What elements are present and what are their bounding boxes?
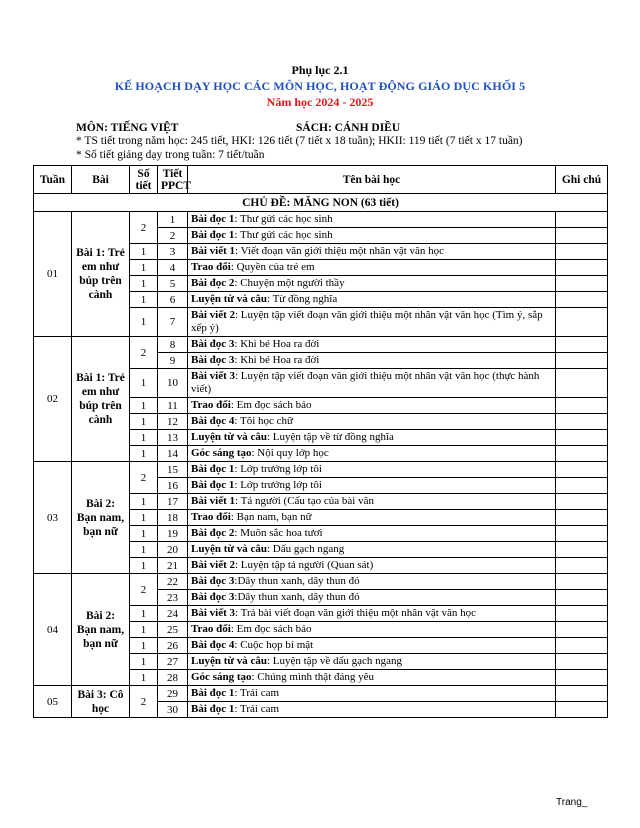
lesson-title-text: :Dây thun xanh, dây thun đỏ [234,575,360,587]
lesson-title-text: : Dấu gạch ngang [266,543,345,555]
period-count-cell: 1 [130,526,158,542]
lesson-type-label: Luyện từ và câu [191,543,267,555]
note-cell [556,686,608,702]
lesson-title-text: : Khi bé Hoa ra đời [234,354,320,366]
school-year: Năm học 2024 - 2025 [266,95,374,109]
lesson-type-label: Bài viết 3 [191,607,235,619]
table-row [34,212,608,228]
note-cell [556,353,608,369]
note-cell [556,337,608,353]
period-count-cell: 1 [130,606,158,622]
ppct-cell: 4 [158,260,188,276]
lesson-title-cell [188,574,556,590]
note-cell [556,670,608,686]
lesson-cell: Bài 3: Cô học [72,686,130,718]
total-periods-line: * TS tiết trong năm học: 245 tiết, HKI: 126 tiết (7 tiết x 18 tuần); HKII: 119 tiết (7 tiết x 17 tuần) [76,135,523,147]
lesson-type-label: Bài đọc 3 [191,338,235,350]
table-row [34,462,608,478]
period-count-cell: 1 [130,244,158,260]
lesson-type-label: Trao đổi [191,511,231,523]
lesson-title-text: : Khi bé Hoa ra đời [234,338,320,350]
header-ppct: Tiết PPCT [158,166,188,194]
lesson-title-text: : Lớp trưởng lớp tôi [234,463,322,475]
lesson-title-cell [188,462,556,478]
lesson-title-cell [188,337,556,353]
ppct-cell: 10 [158,369,188,398]
note-cell [556,542,608,558]
subject-label: MÔN: TIẾNG VIỆT [76,122,179,134]
lesson-title-cell [188,430,556,446]
ppct-cell: 27 [158,654,188,670]
lesson-title-cell [188,590,556,606]
lesson-title-cell [188,558,556,574]
lesson-type-label: Bài đọc 1 [191,463,235,475]
week-cell: 01 [34,212,72,337]
ppct-cell: 18 [158,510,188,526]
note-cell [556,622,608,638]
note-cell [556,462,608,478]
lesson-type-label: Bài đọc 1 [191,213,235,225]
lesson-title-text: : Luyện tập viết đoạn văn giới thiệu một nhân vật văn học (thực hành viết) [191,370,540,395]
period-count-cell: 2 [130,337,158,369]
lesson-type-label: Bài đọc 4 [191,639,235,651]
ppct-cell: 26 [158,638,188,654]
lesson-title-cell [188,526,556,542]
ppct-cell: 2 [158,228,188,244]
lesson-title-text: : Tả người (Cấu tạo của bài văn [235,495,374,507]
lesson-type-label: Bài viết 1 [191,495,235,507]
lesson-title-cell [188,542,556,558]
lesson-title-text: :Dây thun xanh, dây thun đỏ [234,591,360,603]
lesson-title-text: : Muôn sắc hoa tươi [234,527,323,539]
lesson-title-cell [188,686,556,702]
note-cell [556,414,608,430]
ppct-cell: 19 [158,526,188,542]
lesson-plan-table [33,165,608,718]
lesson-title-cell [188,494,556,510]
period-count-cell: 1 [130,260,158,276]
lesson-title-cell [188,638,556,654]
lesson-title-text: : Viết đoạn văn giới thiệu một nhân vật văn học [235,245,445,257]
note-cell [556,478,608,494]
ppct-cell: 28 [158,670,188,686]
lesson-cell: Bài 2: Bạn nam, bạn nữ [72,462,130,574]
lesson-type-label: Trao đổi [191,623,231,635]
ppct-cell: 12 [158,414,188,430]
lesson-title-cell [188,654,556,670]
lesson-title-text: : Luyện tập viết đoạn văn giới thiệu một nhân vật văn học (Tìm ý, sắp xếp ý) [191,309,543,334]
period-count-cell: 1 [130,622,158,638]
ppct-cell: 24 [158,606,188,622]
lesson-title-cell [188,606,556,622]
period-count-cell: 2 [130,686,158,718]
lesson-title-text: : Từ đồng nghĩa [266,293,338,305]
lesson-title-cell [188,369,556,398]
lesson-type-label: Bài đọc 3 [191,591,235,603]
ppct-cell: 15 [158,462,188,478]
lesson-title-text: : Cuộc họp bí mật [234,639,314,651]
header-lesson: Bài [72,166,130,194]
lesson-type-label: Bài đọc 4 [191,415,235,427]
lesson-title-text: : Luyện tập tả người (Quan sát) [235,559,374,571]
period-count-cell: 1 [130,369,158,398]
lesson-title-cell [188,510,556,526]
note-cell [556,606,608,622]
ppct-cell: 7 [158,308,188,337]
lesson-title-text: : Bạn nam, bạn nữ [230,511,312,523]
note-cell [556,276,608,292]
lesson-title-cell [188,398,556,414]
lesson-title-text: : Tôi học chữ [234,415,294,427]
note-cell [556,638,608,654]
period-count-cell: 1 [130,510,158,526]
ppct-cell: 6 [158,292,188,308]
lesson-title-text: : Nội quy lớp học [251,447,329,459]
lesson-type-label: Luyện từ và câu [191,431,267,443]
period-count-cell: 2 [130,574,158,606]
lesson-title-text: : Em đọc sách báo [230,399,312,411]
lesson-type-label: Bài đọc 1 [191,687,235,699]
ppct-cell: 30 [158,702,188,718]
week-cell: 05 [34,686,72,718]
lesson-title-cell [188,353,556,369]
note-cell [556,260,608,276]
note-cell [556,654,608,670]
lesson-title-text: : Chúng mình thật đáng yêu [251,671,375,683]
period-count-cell: 1 [130,292,158,308]
lesson-type-label: Góc sáng tạo [191,447,252,459]
lesson-title-cell [188,244,556,260]
lesson-title-cell [188,260,556,276]
lesson-title-cell [188,622,556,638]
note-cell [556,702,608,718]
lesson-title-text: : Trả bài viết đoạn văn giới thiệu một nhân vật văn học [235,607,477,619]
lesson-title-cell [188,308,556,337]
period-count-cell: 1 [130,542,158,558]
lesson-type-label: Luyện từ và câu [191,655,267,667]
page-footer: Trang_ [556,797,588,808]
lesson-title-cell [188,670,556,686]
period-count-cell: 1 [130,430,158,446]
note-cell [556,228,608,244]
lesson-type-label: Bài đọc 1 [191,229,235,241]
ppct-cell: 25 [158,622,188,638]
lesson-title-text: : Thư gửi các học sinh [234,229,333,241]
lesson-type-label: Bài đọc 1 [191,703,235,715]
lesson-title-text: : Luyện tập về từ đồng nghĩa [266,431,394,443]
lesson-type-label: Bài viết 1 [191,245,235,257]
lesson-type-label: Bài đọc 2 [191,527,235,539]
lesson-title-text: : Quyền của trẻ em [230,261,315,273]
ppct-cell: 22 [158,574,188,590]
note-cell [556,244,608,260]
period-count-cell: 1 [130,494,158,510]
period-count-cell: 1 [130,398,158,414]
ppct-cell: 5 [158,276,188,292]
header-periods: Số tiết [130,166,158,194]
lesson-type-label: Bài đọc 2 [191,277,235,289]
lesson-title-text: : Chuyện một người thầy [234,277,345,289]
ppct-cell: 8 [158,337,188,353]
header-note: Ghi chú [556,166,608,194]
lesson-cell: Bài 1: Trẻ em như búp trên cành [72,212,130,337]
lesson-type-label: Bài viết 2 [191,559,235,571]
period-count-cell: 1 [130,276,158,292]
ppct-cell: 29 [158,686,188,702]
book-label: SÁCH: CÁNH DIỀU [296,122,401,134]
lesson-type-label: Góc sáng tạo [191,671,252,683]
lesson-type-label: Bài viết 2 [191,309,235,321]
lesson-title-cell [188,212,556,228]
note-cell [556,292,608,308]
period-count-cell: 1 [130,558,158,574]
ppct-cell: 1 [158,212,188,228]
lesson-title-text: : Trái cam [234,687,280,699]
lesson-type-label: Luyện từ và câu [191,293,267,305]
header-title: Tên bài học [188,166,556,194]
lesson-title-text: : Luyện tập về dấu gạch ngang [266,655,402,667]
weekly-periods-line: * Số tiết giảng dạy trong tuần: 7 tiết/tuần [76,149,265,161]
lesson-title-text: : Trái cam [234,703,280,715]
note-cell [556,574,608,590]
lesson-type-label: Bài đọc 3 [191,575,235,587]
note-cell [556,308,608,337]
lesson-cell: Bài 2: Bạn nam, bạn nữ [72,574,130,686]
note-cell [556,510,608,526]
ppct-cell: 14 [158,446,188,462]
lesson-title-cell [188,446,556,462]
ppct-cell: 9 [158,353,188,369]
period-count-cell: 1 [130,654,158,670]
table-row [34,574,608,590]
note-cell [556,558,608,574]
lesson-cell: Bài 1: Trẻ em như búp trên cành [72,337,130,462]
note-cell [556,398,608,414]
table-row [34,686,608,702]
note-cell [556,494,608,510]
period-count-cell: 1 [130,638,158,654]
week-cell: 04 [34,574,72,686]
table-row [34,337,608,353]
note-cell [556,369,608,398]
lesson-type-label: Bài đọc 1 [191,479,235,491]
ppct-cell: 3 [158,244,188,260]
ppct-cell: 20 [158,542,188,558]
lesson-title-cell [188,478,556,494]
note-cell [556,430,608,446]
ppct-cell: 23 [158,590,188,606]
ppct-cell: 13 [158,430,188,446]
ppct-cell: 16 [158,478,188,494]
lesson-title-text: : Thư gửi các học sinh [234,213,333,225]
ppct-cell: 11 [158,398,188,414]
lesson-title-cell [188,414,556,430]
lesson-title-cell [188,228,556,244]
ppct-cell: 17 [158,494,188,510]
note-cell [556,590,608,606]
lesson-type-label: Bài đọc 3 [191,354,235,366]
period-count-cell: 2 [130,462,158,494]
appendix-label: Phụ lục 2.1 [291,63,349,77]
lesson-title-text: : Lớp trưởng lớp tôi [234,479,322,491]
lesson-type-label: Trao đổi [191,261,231,273]
lesson-title-text: : Em đọc sách báo [230,623,312,635]
document-title: KẾ HOẠCH DẠY HỌC CÁC MÔN HỌC, HOẠT ĐỘNG GIÁO DỤC KHỐI 5 [114,79,526,93]
lesson-title-cell [188,292,556,308]
lesson-title-cell [188,276,556,292]
lesson-type-label: Bài viết 3 [191,370,235,382]
period-count-cell: 1 [130,446,158,462]
lesson-title-cell [188,702,556,718]
period-count-cell: 1 [130,308,158,337]
week-cell: 03 [34,462,72,574]
note-cell [556,212,608,228]
topic-row: CHỦ ĐỀ: MĂNG NON (63 tiết) [34,194,608,212]
header-week: Tuần [34,166,72,194]
note-cell [556,526,608,542]
period-count-cell: 1 [130,414,158,430]
ppct-cell: 21 [158,558,188,574]
period-count-cell: 1 [130,670,158,686]
period-count-cell: 2 [130,212,158,244]
note-cell [556,446,608,462]
week-cell: 02 [34,337,72,462]
lesson-type-label: Trao đổi [191,399,231,411]
